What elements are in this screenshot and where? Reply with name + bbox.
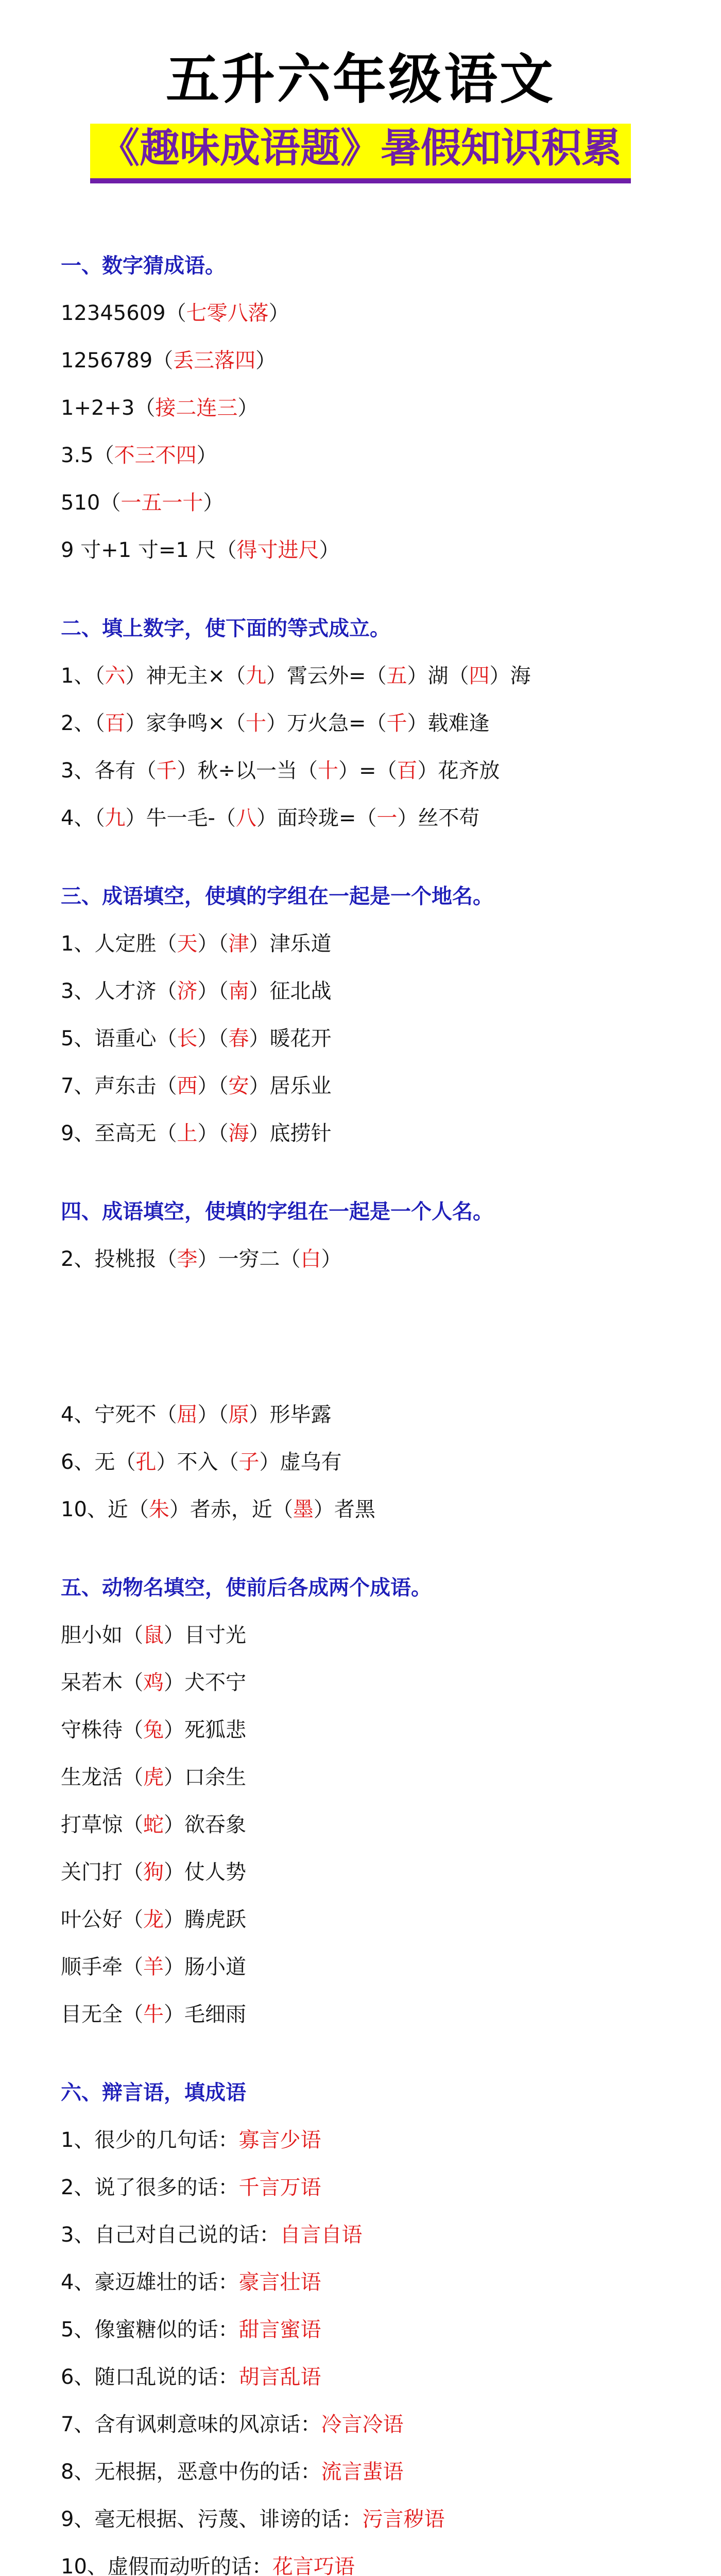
question-line [61,1943,679,1991]
question-text: 3、自己对自己说的话： [61,2223,280,2247]
question-text: 叶公好（ [61,1908,143,1931]
question-text: 4、（ [61,806,105,830]
question-text: 打草惊（ [61,1813,143,1837]
question-text: ） [319,538,340,562]
question-line [61,2116,679,2164]
question-text: 3、人才济（ [61,979,177,1003]
question-text: 3.5（ [61,444,114,467]
answer-text: 安 [228,1074,249,1098]
question-text: ）=（ [338,759,397,783]
page-title: 五升六年级语文 [165,48,555,111]
answer-text: 兔 [143,1718,164,1742]
question-text: ）肠小道 [164,1955,246,1979]
answer-text: 津 [228,932,249,956]
question-line [61,1896,679,1943]
question-line [61,290,679,337]
answer-text: 百 [397,759,418,783]
question-text: ）（ [197,979,229,1003]
question-text: 2、投桃报（ [61,1247,177,1271]
question-text: ）牛一毛-（ [125,806,236,830]
answer-text: 墨 [293,1498,314,1521]
answer-text: 流言蜚语 [321,2460,404,2484]
question-text: 1、很少的几句话： [61,2128,239,2152]
question-text: ）秋÷以一当（ [177,759,318,783]
question-line [61,1062,679,1110]
question-text: ） [237,396,259,420]
question-text: ）（ [197,1122,229,1145]
question-text: ）（ [197,1403,229,1427]
question-line [61,1801,679,1849]
question-text: ）犬不宁 [164,1671,246,1694]
answer-text: 甜言蜜语 [238,2318,321,2342]
question-text: 1+2+3（ [61,396,156,420]
question-text: ）丝不苟 [397,806,480,830]
question-line [61,652,679,700]
question-line [61,2306,679,2353]
question-text: 5、语重心（ [61,1027,177,1050]
section-animal-names [61,1564,679,2038]
question-text: ）目寸光 [164,1623,246,1647]
question-line [61,700,679,747]
question-text: ）毛细雨 [164,2003,246,2026]
question-line [61,479,679,527]
content [61,242,679,2576]
question-text: ） [255,349,277,372]
question-text: 10、近（ [61,1498,149,1521]
question-text: ）花齐放 [417,759,500,783]
answer-text: 自言自语 [280,2223,363,2247]
question-line [61,1706,679,1754]
page-subtitle: 《趣味成语题》暑假知识积累 [90,124,631,183]
question-line [61,2543,679,2576]
question-text: 9、至高无（ [61,1122,177,1145]
section-heading: 六、辩言语，填成语 [61,2081,246,2105]
answer-text: 羊 [143,1955,164,1979]
answer-text: 污言秽语 [362,2507,445,2531]
answer-text: 虎 [143,1766,164,1789]
question-text: 胆小如（ [61,1623,143,1647]
answer-text: 子 [238,1450,260,1474]
question-text: 510（ [61,491,121,515]
question-text: ）形毕露 [249,1403,332,1427]
question-text: ）面玲珑=（ [256,806,377,830]
answer-text: 屈 [177,1403,198,1427]
question-line [61,2259,679,2306]
question-text: ）湖（ [407,664,469,688]
question-text: 7、含有讽刺意味的风凉话： [61,2413,321,2436]
question-line [61,794,679,842]
question-line [61,920,679,968]
question-line [61,1235,679,1283]
question-text: ）者赤，近（ [169,1498,293,1521]
question-text: ）（ [197,1027,229,1050]
question-text: 10、虚假而动听的话： [61,2555,272,2576]
question-text: ）死狐悲 [164,1718,246,1742]
question-text: ） [321,1247,342,1271]
section-heading: 四、成语填空，使填的字组在一起是一个人名。 [61,1200,493,1224]
answer-text: 孔 [135,1450,157,1474]
answer-text: 千 [156,759,177,783]
question-line [61,2211,679,2259]
question-text: 3、各有（ [61,759,157,783]
question-line [61,527,679,574]
question-text: ）不入（ [156,1450,239,1474]
answer-text: 南 [228,979,249,1003]
question-line [61,337,679,384]
question-text: ）载难逢 [407,711,490,735]
answer-text: 七零八落 [186,301,269,325]
question-line [61,1659,679,1706]
answer-text: 不三不四 [114,444,197,467]
section-heading: 二、填上数字，使下面的等式成立。 [61,617,390,640]
answer-text: 春 [228,1027,249,1050]
answer-text: 五 [386,664,407,688]
question-text: 7、声东击（ [61,1074,177,1098]
question-text: ）居乐业 [249,1074,332,1098]
question-text: 2、（ [61,711,105,735]
question-line [61,1438,679,1486]
question-text: ）欲吞象 [164,1813,246,1837]
answer-text: 千言万语 [238,2176,321,2199]
answer-text: 上 [177,1122,198,1145]
answer-text: 八 [235,806,256,830]
question-text: ）（ [197,1074,229,1098]
answer-text: 狗 [143,1860,164,1884]
answer-text: 海 [228,1122,249,1145]
question-text: 9、毫无根据、污蔑、诽谤的话： [61,2507,363,2531]
question-text: 6、随口乱说的话： [61,2365,239,2389]
question-text: ）者黑 [313,1498,375,1521]
question-line [61,1991,679,2038]
answer-text: 原 [228,1403,249,1427]
question-text: 5、像蜜糖似的话： [61,2318,239,2342]
section-number-guess [61,242,679,574]
question-text: ）征北战 [249,979,332,1003]
answer-text: 四 [469,664,490,688]
answer-text: 寡言少语 [238,2128,321,2152]
question-text: 4、豪迈雄壮的话： [61,2270,239,2294]
answer-text: 一五一十 [121,491,203,515]
question-text: 关门打（ [61,1860,143,1884]
question-text: 呆若木（ [61,1671,143,1694]
question-line [61,2353,679,2401]
question-text: ）腾虎跃 [164,1908,246,1931]
question-text: 9 寸+1 寸=1 尺（ [61,538,237,562]
blank-gap [61,1283,679,1391]
answer-text: 接二连三 [155,396,238,420]
answer-text: 百 [105,711,126,735]
question-text: 1、人定胜（ [61,932,177,956]
answer-text: 十 [245,711,266,735]
answer-text: 龙 [143,1908,164,1931]
subtitle-wrap [0,124,721,183]
question-text: 1、（ [61,664,105,688]
question-line [61,1110,679,1157]
question-text: ） [268,301,289,325]
question-line [61,1754,679,1801]
section-heading: 五、动物名填空，使前后各成两个成语。 [61,1576,432,1600]
answer-text: 六 [105,664,126,688]
answer-text: 济 [177,979,198,1003]
question-line [61,2164,679,2211]
answer-text: 得寸进尺 [236,538,319,562]
answer-text: 蛇 [143,1813,164,1837]
answer-text: 千 [386,711,407,735]
answer-text: 花言巧语 [272,2555,355,2576]
answer-text: 牛 [143,2003,164,2026]
question-text: ） [196,444,217,467]
question-line [61,2448,679,2496]
question-text: ）虚乌有 [259,1450,342,1474]
answer-text: 白 [300,1247,321,1271]
question-line [61,384,679,432]
question-text: ）家争鸣×（ [125,711,246,735]
question-line [61,1612,679,1659]
question-text: 生龙活（ [61,1766,143,1789]
section-heading: 三、成语填空，使填的字组在一起是一个地名。 [61,885,493,908]
question-text: 12345609（ [61,301,186,325]
question-text: ）暖花开 [249,1027,332,1050]
question-text: 1256789（ [61,349,174,372]
question-line [61,1391,679,1438]
question-text: 8、无根据，恶意中伤的话： [61,2460,321,2484]
question-line [61,747,679,794]
answer-text: 十 [317,759,338,783]
question-line [61,1015,679,1062]
question-text: 目无全（ [61,2003,143,2026]
answer-text: 九 [245,664,266,688]
question-line [61,2496,679,2543]
question-text: ）万火急=（ [266,711,387,735]
question-line [61,1486,679,1533]
question-text: ）一穷二（ [197,1247,301,1271]
answer-text: 冷言冷语 [321,2413,404,2436]
question-text: ）海 [489,664,531,688]
answer-text: 丢三落四 [173,349,256,372]
section-person-names [61,1188,679,1533]
section-place-names [61,873,679,1157]
question-line [61,432,679,479]
answer-text: 九 [105,806,126,830]
question-text: ）津乐道 [249,932,332,956]
question-text: 守株待（ [61,1718,143,1742]
section-number-equation [61,605,679,842]
question-text: 2、说了很多的话： [61,2176,239,2199]
section-speech-idioms [61,2069,679,2576]
answer-text: 天 [177,932,198,956]
question-line [61,968,679,1015]
question-line [61,1849,679,1896]
question-text: ）仗人势 [164,1860,246,1884]
answer-text: 豪言壮语 [238,2270,321,2294]
question-text: 6、无（ [61,1450,136,1474]
question-text: 顺手牵（ [61,1955,143,1979]
question-text: ） [203,491,224,515]
question-text: ）底捞针 [249,1122,332,1145]
answer-text: 胡言乱语 [238,2365,321,2389]
section-heading: 一、数字猜成语。 [61,254,226,278]
answer-text: 朱 [148,1498,169,1521]
answer-text: 鼠 [143,1623,164,1647]
answer-text: 西 [177,1074,198,1098]
question-text: 4、宁死不（ [61,1403,177,1427]
question-line [61,2401,679,2448]
answer-text: 李 [177,1247,198,1271]
question-text: ）神无主×（ [125,664,246,688]
question-text: ）（ [197,932,229,956]
answer-text: 鸡 [143,1671,164,1694]
answer-text: 一 [376,806,398,830]
question-text: ）口余生 [164,1766,246,1789]
question-text: ）霄云外=（ [266,664,387,688]
answer-text: 长 [177,1027,198,1050]
